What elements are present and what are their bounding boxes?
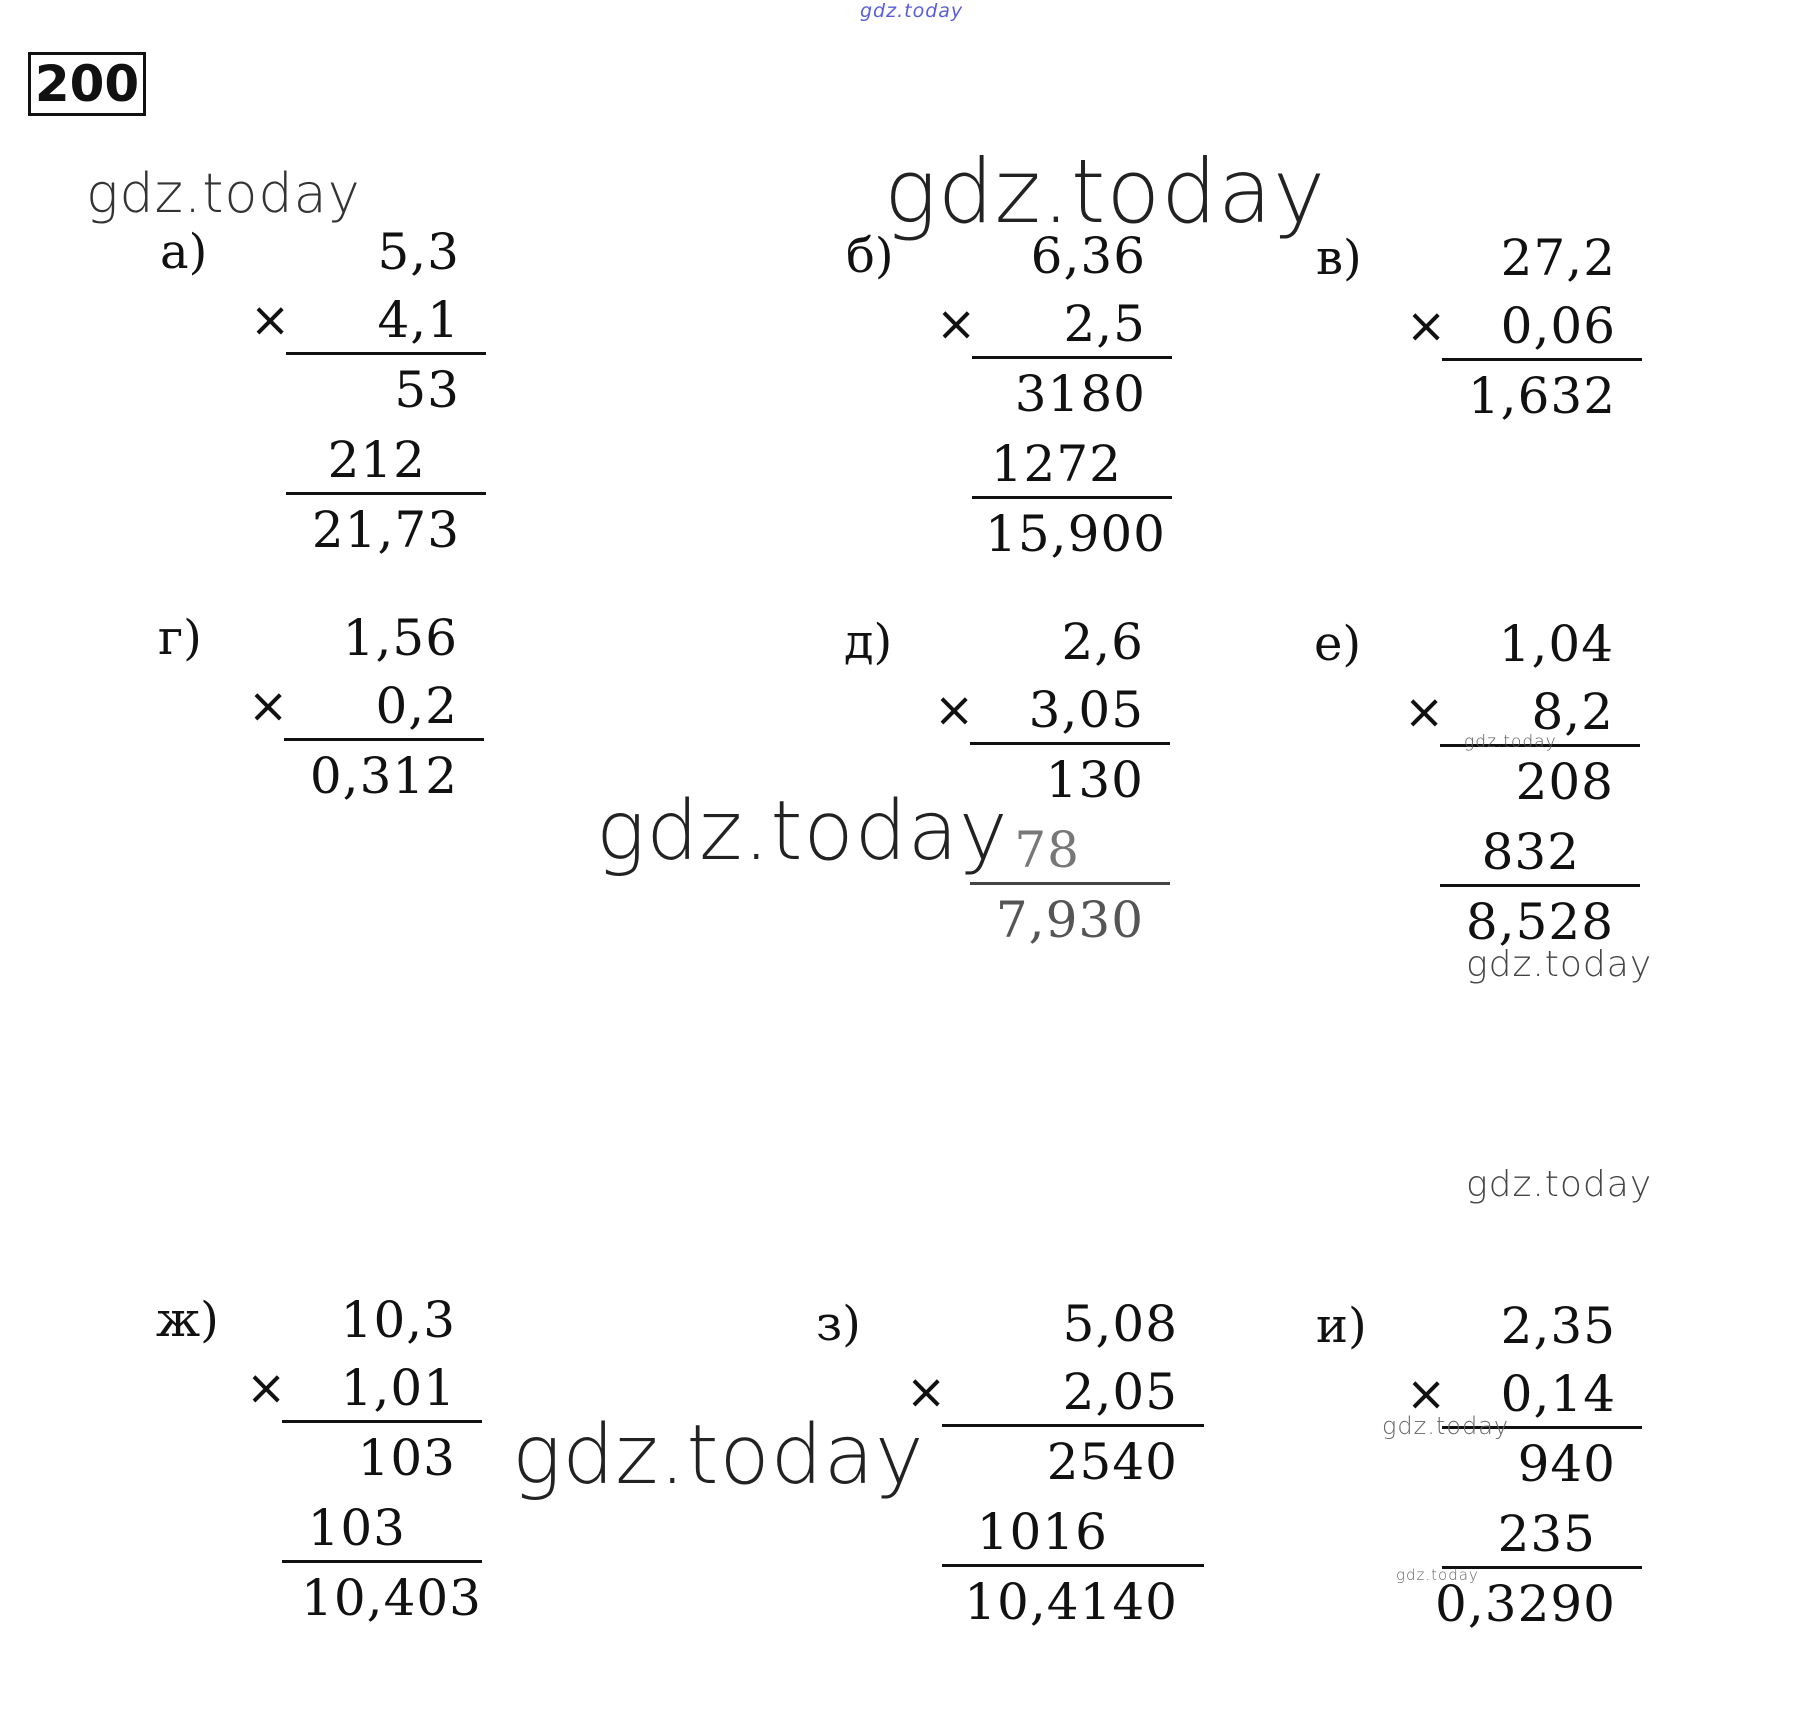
problem-zh xyxy=(156,1290,482,1640)
partial-product-2: 78 xyxy=(1014,821,1080,879)
partial-product-2: 103 xyxy=(307,1499,406,1557)
multiplicand: 1,56 xyxy=(342,609,458,667)
watermark-large-bottom: gdz.today xyxy=(512,1408,925,1503)
times-sign: × xyxy=(936,296,977,352)
multiplicand: 5,3 xyxy=(377,223,460,281)
multiplier: 0,2 xyxy=(375,677,458,735)
watermark-e-tiny: gdz.today xyxy=(1464,732,1557,752)
multiplication-rule xyxy=(972,356,1172,359)
product-result: 1,632 xyxy=(1467,367,1616,425)
partial-product-1: 2540 xyxy=(1046,1433,1178,1491)
sum-rule xyxy=(970,882,1170,885)
problem-b xyxy=(846,226,1172,576)
problem-label: з) xyxy=(816,1296,861,1352)
times-sign: × xyxy=(1406,298,1447,354)
watermark-large-top: gdz.today xyxy=(884,140,1327,243)
product-result: 0,3290 xyxy=(1435,1575,1616,1633)
partial-product-1: 3180 xyxy=(1014,365,1146,423)
watermark-e-below: gdz.today xyxy=(1466,944,1653,985)
product-result: 7,930 xyxy=(995,891,1144,949)
problem-label: в) xyxy=(1316,230,1362,286)
partial-product-1: 208 xyxy=(1515,753,1614,811)
multiplier: 1,01 xyxy=(340,1359,456,1417)
multiplier: 3,05 xyxy=(1028,681,1144,739)
watermark-i-tiny: gdz.today xyxy=(1396,1566,1479,1584)
multiplier: 0,06 xyxy=(1500,297,1616,355)
watermark-top: gdz.today xyxy=(860,0,964,22)
problem-label: д) xyxy=(844,614,893,670)
watermark-i-small: gdz.today xyxy=(1382,1412,1510,1440)
multiplicand: 2,35 xyxy=(1500,1297,1616,1355)
multiplication-rule xyxy=(286,352,486,355)
times-sign: × xyxy=(906,1364,947,1420)
product-result: 8,528 xyxy=(1465,893,1614,951)
multiplication-rule xyxy=(282,1420,482,1423)
problem-label: и) xyxy=(1316,1298,1367,1354)
times-sign: × xyxy=(934,682,975,738)
multiplicand: 5,08 xyxy=(1062,1295,1178,1353)
times-sign: × xyxy=(1404,684,1445,740)
problem-label: б) xyxy=(846,228,894,284)
partial-product-1: 130 xyxy=(1045,751,1144,809)
problem-e xyxy=(1314,614,1640,964)
times-sign: × xyxy=(1406,1366,1447,1422)
problem-a xyxy=(160,222,486,572)
sum-rule xyxy=(942,1564,1204,1567)
multiplication-rule xyxy=(970,742,1170,745)
multiplier: 8,2 xyxy=(1531,683,1614,741)
partial-product-2: 1272 xyxy=(990,435,1122,493)
times-sign: × xyxy=(250,292,291,348)
multiplication-rule xyxy=(1442,358,1642,361)
multiplication-rule xyxy=(284,738,484,741)
problem-number: 200 xyxy=(28,52,146,116)
product-result: 21,73 xyxy=(311,501,460,559)
multiplication-rule xyxy=(942,1424,1204,1427)
multiplier: 2,05 xyxy=(1062,1363,1178,1421)
multiplicand: 27,2 xyxy=(1500,229,1616,287)
sum-rule xyxy=(286,492,486,495)
multiplicand: 6,36 xyxy=(1030,227,1146,285)
watermark-small-left: gdz.today xyxy=(86,162,361,225)
multiplicand: 10,3 xyxy=(340,1291,456,1349)
sum-rule xyxy=(972,496,1172,499)
multiplier: 4,1 xyxy=(377,291,460,349)
partial-product-2: 1016 xyxy=(976,1503,1108,1561)
times-sign: × xyxy=(248,678,289,734)
watermark-large-middle: gdz.today xyxy=(596,784,1009,879)
product-result: 15,900 xyxy=(985,505,1166,563)
problem-g xyxy=(158,608,484,828)
product-result: 10,403 xyxy=(301,1569,482,1627)
multiplicand: 1,04 xyxy=(1498,615,1614,673)
partial-product-1: 53 xyxy=(394,361,460,419)
sum-rule xyxy=(1440,884,1640,887)
partial-product-1: 940 xyxy=(1517,1435,1616,1493)
problem-i xyxy=(1316,1296,1642,1646)
problem-v xyxy=(1316,228,1642,448)
product-result: 0,312 xyxy=(309,747,458,805)
times-sign: × xyxy=(246,1360,287,1416)
problem-label: г) xyxy=(158,610,202,666)
multiplier: 2,5 xyxy=(1063,295,1146,353)
multiplier: 0,14 xyxy=(1500,1365,1616,1423)
partial-product-2: 832 xyxy=(1481,823,1580,881)
multiplicand: 2,6 xyxy=(1061,613,1144,671)
sum-rule xyxy=(282,1560,482,1563)
problem-label: е) xyxy=(1314,616,1362,672)
partial-product-1: 103 xyxy=(357,1429,456,1487)
partial-product-2: 235 xyxy=(1497,1505,1596,1563)
problem-label: а) xyxy=(160,224,208,280)
partial-product-2: 212 xyxy=(327,431,426,489)
watermark-right-middle: gdz.today xyxy=(1466,1164,1653,1205)
problem-label: ж) xyxy=(156,1292,219,1348)
product-result: 10,4140 xyxy=(964,1573,1178,1631)
